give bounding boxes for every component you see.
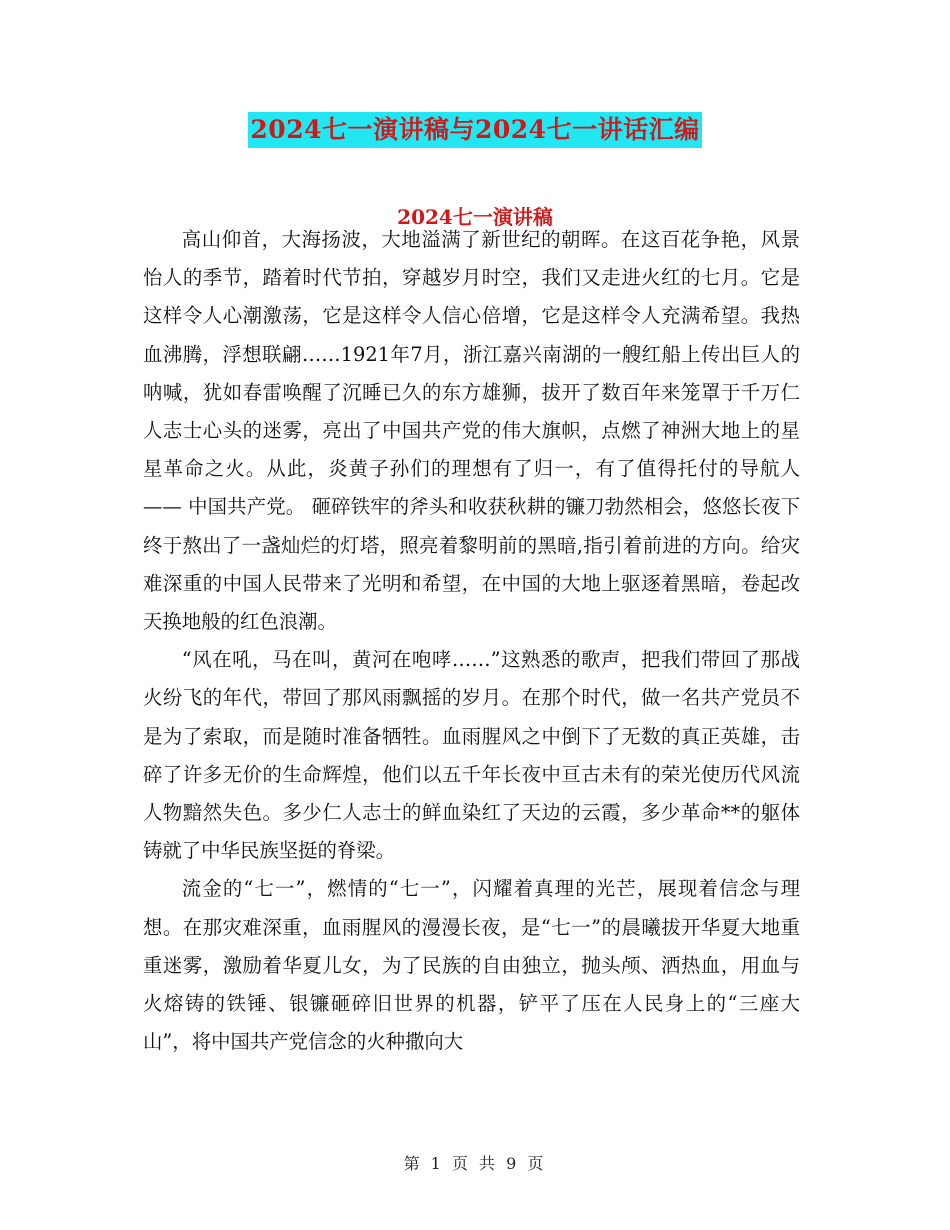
paragraph: 流金的“七一”，燃情的“七一”，闪耀着真理的光芒，展现着信念与理想。在那灾难深重，血雨腥风的漫漫长夜，是“七一”的晨曦拔开华夏大地重重迷雾，激励着华夏儿女，为了民族的自由独立，抛头颅、洒热血，用血与火熔铸的铁锤、银镰砸碎旧世界的机器，铲平了压在人民身上的“三座大山”，将中国共产党信念的火种撒向大 (143, 877, 800, 1054)
document-title: 2024七一演讲稿与2024七一讲话汇编 (248, 112, 701, 148)
document-body (143, 221, 800, 1061)
document-title-container (0, 112, 950, 148)
section-title: 2024七一演讲稿 (397, 205, 553, 229)
page-number-footer: 第 1 页 共 9 页 (403, 1154, 547, 1173)
paragraph: “风在吼，马在叫，黄河在咆哮……”这熟悉的歌声，把我们带回了那战火纷飞的年代，带回了那风雨飘摇的岁月。在那个时代，做一名共产党员不是为了索取，而是随时准备牺牲。血雨腥风之中倒下了无数的真正英雄，击碎了许多无价的生命辉煌，他们以五千年长夜中亘古未有的荣光使历代风流人物黯然失色。多少仁人志士的鲜血染红了天边的云霞，多少革命**的躯体铸就了中华民族坚挺的脊梁。 (143, 648, 800, 863)
paragraph: 高山仰首，大海扬波，大地溢满了新世纪的朝晖。在这百花争艳，风景怡人的季节，踏着时代节拍，穿越岁月时空，我们又走进火红的七月。它是这样令人心潮激荡，它是这样令人信心倍增，它是这样令人充满希望。我热血沸腾，浮想联翩……1921年7月，浙江嘉兴南湖的一艘红船上传出巨人的呐喊，犹如春雷唤醒了沉睡已久的东方雄狮，拔开了数百年来笼罩于千万仁人志士心头的迷雾，亮出了中国共产党的伟大旗帜，点燃了神洲大地上的星星革命之火。从此，炎黄子孙们的理想有了归一，有了值得托付的导航人—— 中国共产党。 砸碎铁牢的斧头和收获秋耕的镰刀勃然相会，悠悠长夜下终于熬出了一盏灿烂的灯塔，照亮着黎明前的黑暗,指引着前进的方向。给灾难深重的中国人民带来了光明和希望，在中国的大地上驱逐着黑暗，卷起改天换地般的红色浪潮。 (143, 228, 800, 634)
